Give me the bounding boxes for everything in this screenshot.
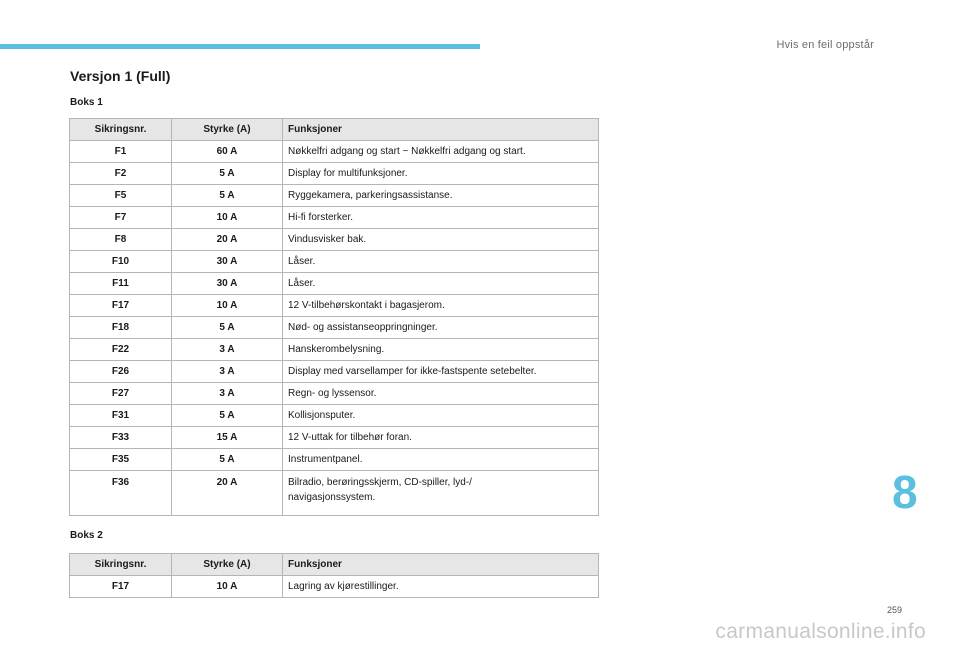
rating-cell: 5 A [172,449,283,471]
functions-line: Bilradio, berøringsskjerm, CD-spiller, lyd-/ [288,477,472,488]
functions-cell: Display med varsellamper for ikke-fastspente setebelter. [283,361,599,383]
rating-cell: 20 A [172,471,283,516]
table-row [70,317,599,339]
rating-cell: 5 A [172,163,283,185]
chapter-accent-bar [0,44,480,49]
chapter-title: Hvis en feil oppstår [776,39,874,51]
fuse-cell: F17 [70,576,172,598]
rating-cell: 3 A [172,339,283,361]
fuse-cell: F22 [70,339,172,361]
fuse-cell: F2 [70,163,172,185]
functions-cell: Nøkkelfri adgang og start ~ Nøkkelfri adgang og start. [283,141,599,163]
col-header-rating: Styrke (A) [172,554,283,576]
functions-cell: Vindusvisker bak. [283,229,599,251]
fuse-cell: F7 [70,207,172,229]
functions-cell: Hanskerombelysning. [283,339,599,361]
fuse-cell: F36 [70,471,172,516]
rating-cell: 3 A [172,361,283,383]
table-row [70,405,599,427]
table-row [70,427,599,449]
col-header-fuse: Sikringsnr. [70,119,172,141]
functions-line: navigasjonssystem. [288,492,376,503]
functions-cell: Display for multifunksjoner. [283,163,599,185]
functions-cell: 12 V-uttak for tilbehør foran. [283,427,599,449]
watermark: carmanualsonline.info [715,620,926,643]
functions-cell: Ryggekamera, parkeringsassistanse. [283,185,599,207]
fuse-cell: F35 [70,449,172,471]
box1-fuse-table [69,118,599,516]
col-header-rating: Styrke (A) [172,119,283,141]
table-header-row [70,119,599,141]
rating-cell: 10 A [172,207,283,229]
table-row [70,576,599,598]
functions-cell: Hi-fi forsterker. [283,207,599,229]
functions-cell: Regn- og lyssensor. [283,383,599,405]
col-header-functions: Funksjoner [283,119,599,141]
functions-cell: Lagring av kjørestillinger. [283,576,599,598]
rating-cell: 5 A [172,317,283,339]
fuse-cell: F11 [70,273,172,295]
box2-label: Boks 2 [70,530,103,541]
table-row [70,471,599,516]
functions-cell [283,471,599,516]
table-row [70,449,599,471]
functions-cell: 12 V-tilbehørskontakt i bagasjerom. [283,295,599,317]
functions-cell: Kollisjonsputer. [283,405,599,427]
fuse-cell: F17 [70,295,172,317]
functions-cell: Låser. [283,251,599,273]
section-title: Versjon 1 (Full) [70,68,171,84]
table-row [70,361,599,383]
fuse-cell: F26 [70,361,172,383]
rating-cell: 5 A [172,185,283,207]
fuse-cell: F5 [70,185,172,207]
rating-cell: 15 A [172,427,283,449]
rating-cell: 30 A [172,251,283,273]
table-row [70,141,599,163]
box2-fuse-table [69,553,599,598]
col-header-functions: Funksjoner [283,554,599,576]
table-row [70,295,599,317]
functions-cell: Instrumentpanel. [283,449,599,471]
rating-cell: 5 A [172,405,283,427]
fuse-cell: F33 [70,427,172,449]
rating-cell: 10 A [172,295,283,317]
table-row [70,273,599,295]
table-header-row [70,554,599,576]
rating-cell: 60 A [172,141,283,163]
rating-cell: 30 A [172,273,283,295]
table-row [70,185,599,207]
table-row [70,251,599,273]
table-row [70,207,599,229]
fuse-cell: F8 [70,229,172,251]
fuse-cell: F1 [70,141,172,163]
table-row [70,339,599,361]
page-number: 259 [886,605,902,615]
table-row [70,383,599,405]
fuse-cell: F18 [70,317,172,339]
box1-label: Boks 1 [70,97,103,108]
rating-cell: 20 A [172,229,283,251]
chapter-number: 8 [892,466,918,518]
rating-cell: 3 A [172,383,283,405]
fuse-cell: F10 [70,251,172,273]
fuse-cell: F31 [70,405,172,427]
rating-cell: 10 A [172,576,283,598]
functions-cell: Nød- og assistanseoppringninger. [283,317,599,339]
table-row [70,163,599,185]
functions-cell: Låser. [283,273,599,295]
table-row [70,229,599,251]
col-header-fuse: Sikringsnr. [70,554,172,576]
fuse-cell: F27 [70,383,172,405]
